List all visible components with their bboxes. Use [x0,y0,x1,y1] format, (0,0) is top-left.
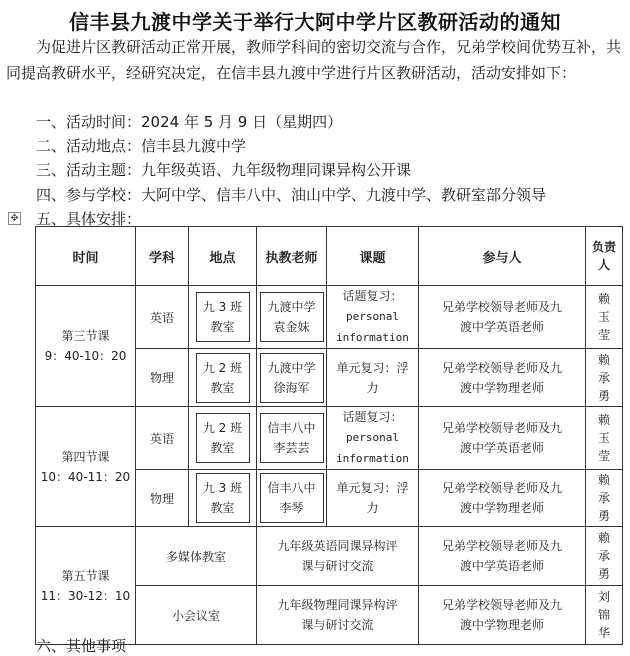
teacher-text: 九渡中学袁金妹 [260,292,324,342]
topic-line: 话题复习： [342,289,403,303]
lead-cell [586,286,623,349]
period-name: 第三节课 [61,329,110,343]
intro-paragraph: 为促进片区教研活动正常开展，教师学科间的密切交流与合作，兄弟学校间优势互补，共同提高教研水平，经研究决定，在信丰县九渡中学进行片区教研活动，活动安排如下： [6,38,622,82]
participants-text: 兄弟学校领导老师及九渡中学英语老师 [442,421,563,455]
item-schedule-heading: 五、具体安排： [36,210,142,228]
topic-line: 单元复习：浮 [336,481,409,495]
lead-text: 赖承勇 [597,352,610,403]
lead-cell [586,586,623,645]
topic-line: 课与研讨交流 [301,559,374,573]
topic-line: 力 [366,380,379,395]
topic-line: 单元复习：浮 [336,360,409,375]
header-lead: 负责人 [586,227,623,286]
next-section-heading: 六、其他事项 [36,637,127,655]
teacher-text: 信丰八中李芸芸 [260,413,324,463]
subject-cell: 英语 [136,286,189,349]
item-schools: 四、参与学校：大阿中学、信丰八中、油山中学、九渡中学、教研室部分领导 [36,186,547,204]
period-time: 11：30-12：10 [40,588,131,603]
lead-cell [586,407,623,470]
place-text: 九 3 班教室 [196,473,250,523]
schedule-table [35,226,623,645]
period-name: 第五节课 [61,568,110,583]
place-text: 九 2 班教室 [196,353,250,403]
topic-line: 课与研讨交流 [301,618,374,632]
participants-cell [419,470,586,527]
participants-text: 兄弟学校领导老师及九渡中学物理老师 [442,360,563,395]
participants-cell [419,407,586,470]
teacher-cell [257,407,327,470]
topic-line: information [336,331,409,344]
item-activity-place: 二、活动地点：信丰县九渡中学 [36,137,247,155]
lead-text: 赖承勇 [597,531,610,581]
topic-cell [327,286,419,349]
teacher-text: 信丰八中李琴 [260,473,324,523]
place-cell [189,286,257,349]
topic-line: 力 [366,501,379,515]
place-cell: 小会议室 [136,586,257,645]
topic-cell [257,527,419,586]
header-time: 时间 [36,227,136,286]
header-participants: 参与人 [419,227,586,286]
place-text: 九 2 班教室 [196,413,250,463]
lead-cell [586,527,623,586]
participants-text: 兄弟学校领导老师及九渡中学物理老师 [442,598,563,632]
topic-line: 九年级物理同课异构评 [277,598,398,612]
page-title: 信丰县九渡中学关于举行大阿中学片区教研活动的通知 [69,10,561,34]
item-activity-theme: 三、活动主题：九年级英语、九年级物理同课异构公开课 [36,161,412,179]
header-place: 地点 [189,227,257,286]
teacher-cell [257,286,327,349]
header-teacher: 执教老师 [257,227,327,286]
table-row [36,527,623,586]
period-time: 9：40-10：20 [44,349,127,363]
participants-text: 兄弟学校领导老师及九渡中学英语老师 [442,300,563,334]
header-subject: 学科 [136,227,189,286]
participants-cell [419,286,586,349]
subject-cell: 英语 [136,407,189,470]
participants-text: 兄弟学校领导老师及九渡中学物理老师 [442,481,563,515]
header-topic: 课题 [327,227,419,286]
subject-cell: 物理 [136,349,189,407]
topic-cell [327,407,419,470]
period-cell [36,407,136,527]
teacher-cell [257,349,327,407]
place-cell [189,470,257,527]
place-cell [189,407,257,470]
lead-cell [586,349,623,407]
teacher-cell [257,470,327,527]
period-cell [36,286,136,407]
table-move-handle-icon[interactable]: ✥ [8,212,21,225]
lead-text: 赖承勇 [597,473,610,523]
participants-cell [419,349,586,407]
topic-line: personal [346,431,399,444]
table-row [36,407,623,470]
participants-cell [419,527,586,586]
place-cell [189,349,257,407]
topic-line: personal [346,310,399,323]
topic-cell [257,586,419,645]
topic-line: information [336,452,409,465]
participants-text: 兄弟学校领导老师及九渡中学英语老师 [442,539,563,573]
topic-cell [327,470,419,527]
topic-line: 九年级英语同课异构评 [277,539,398,553]
teacher-text: 九渡中学徐海军 [260,353,324,403]
lead-text: 刘锦华 [597,590,610,640]
table-row [36,286,623,349]
item-activity-time: 一、活动时间：2024 年 5 月 9 日（星期四） [36,113,343,131]
participants-cell [419,586,586,645]
period-cell [36,527,136,645]
period-time: 10：40-11：20 [40,469,131,484]
subject-cell: 物理 [136,470,189,527]
lead-text: 赖玉莹 [597,292,610,342]
lead-cell [586,470,623,527]
place-cell: 多媒体教室 [136,527,257,586]
table-header-row [36,227,623,286]
topic-line: 话题复习： [342,410,403,424]
topic-cell [327,349,419,407]
lead-text: 赖玉莹 [597,413,610,463]
place-text: 九 3 班教室 [196,292,250,342]
period-name: 第四节课 [61,449,110,464]
